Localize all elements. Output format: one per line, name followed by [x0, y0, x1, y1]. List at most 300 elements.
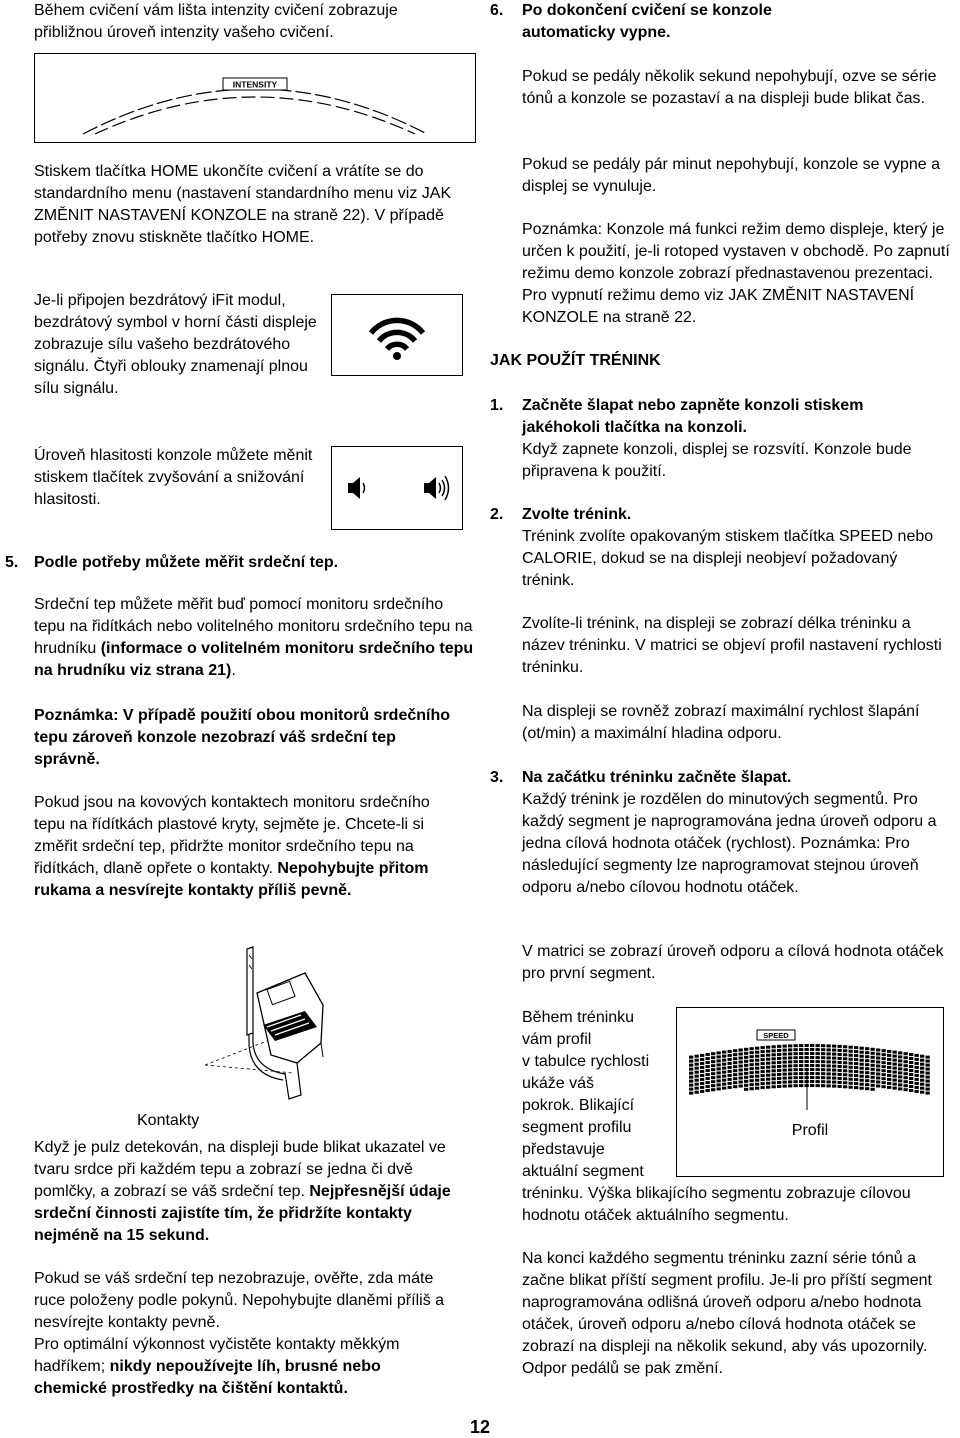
matrix-cell — [920, 1087, 924, 1090]
matrix-cell — [854, 1086, 858, 1089]
matrix-cell — [766, 1074, 770, 1077]
matrix-cell — [838, 1049, 842, 1052]
matrix-cell — [860, 1051, 864, 1054]
matrix-cell — [821, 1076, 825, 1079]
matrix-cell — [854, 1046, 858, 1049]
matrix-cell — [722, 1079, 726, 1082]
matrix-cell — [733, 1049, 737, 1052]
profile-label: Profil — [791, 1122, 829, 1139]
matrix-cell — [777, 1065, 781, 1068]
matrix-cell — [827, 1064, 831, 1067]
matrix-cell — [711, 1084, 715, 1087]
matrix-cell — [843, 1057, 847, 1060]
matrix-cell — [750, 1087, 754, 1090]
matrix-cell — [744, 1064, 748, 1067]
matrix-cell — [816, 1060, 820, 1063]
matrix-cell — [750, 1047, 754, 1050]
matrix-cell — [832, 1077, 836, 1080]
matrix-cell — [860, 1063, 864, 1066]
matrix-cell — [860, 1059, 864, 1062]
matrix-cell — [711, 1068, 715, 1071]
matrix-cell — [706, 1057, 710, 1060]
matrix-cell — [706, 1077, 710, 1080]
matrix-cell — [821, 1084, 825, 1087]
matrix-cell — [882, 1053, 886, 1056]
matrix-cell — [700, 1074, 704, 1077]
matrix-cell — [865, 1071, 869, 1074]
matrix-cell — [887, 1086, 891, 1089]
matrix-cell — [695, 1071, 699, 1074]
matrix-cell — [733, 1085, 737, 1088]
matrix-cell — [700, 1054, 704, 1057]
matrix-cell — [838, 1045, 842, 1048]
matrix-cell — [717, 1055, 721, 1058]
matrix-cell — [882, 1081, 886, 1084]
matrix-cell — [706, 1061, 710, 1064]
matrix-cell — [827, 1076, 831, 1079]
matrix-cell — [717, 1071, 721, 1074]
matrix-cell — [887, 1082, 891, 1085]
matrix-cell — [706, 1053, 710, 1056]
matrix-cell — [854, 1070, 858, 1073]
matrix-cell — [772, 1077, 776, 1080]
matrix-cell — [810, 1068, 814, 1071]
matrix-cell — [717, 1063, 721, 1066]
home-paragraph: Stiskem tlačítka HOME ukončíte cvičení a vrátíte se do standardního menu (nastavení standardního menu viz JAK ZMĚNIT NASTAVENÍ KONZOLE na straně 22). V případě potřeby znovu stiskněte tlačítko HOME. — [34, 163, 452, 246]
matrix-cell — [843, 1045, 847, 1048]
matrix-cell — [915, 1074, 919, 1077]
matrix-cell — [761, 1082, 765, 1085]
matrix-cell — [750, 1079, 754, 1082]
matrix-cell — [909, 1073, 913, 1076]
matrix-cell — [755, 1055, 759, 1058]
matrix-cell — [816, 1068, 820, 1071]
matrix-cell — [926, 1064, 930, 1067]
step-3-paragraph-4: Na konci každého segmentu tréninku zazní série tónů a začne blikat příští segment profilu. Je-li pro příští segment naprogramována odlišná úroveň odporu a/nebo hodnota otáček, úroveň odporu a/nebo cílová hodnota otáček se zobrazí na displeji na několik sekund, aby vás upozornily. Odpor pedálů se pak změní. — [522, 1250, 932, 1377]
matrix-cell — [744, 1052, 748, 1055]
matrix-cell — [876, 1073, 880, 1076]
matrix-cell — [761, 1074, 765, 1077]
matrix-cell — [717, 1051, 721, 1054]
matrix-cell — [882, 1057, 886, 1060]
matrix-cell — [871, 1076, 875, 1079]
matrix-cell — [854, 1058, 858, 1061]
matrix-cell — [893, 1055, 897, 1058]
matrix-cell — [783, 1085, 787, 1088]
matrix-cell — [832, 1065, 836, 1068]
matrix-cell — [810, 1076, 814, 1079]
matrix-cell — [854, 1054, 858, 1057]
matrix-cell — [904, 1068, 908, 1071]
matrix-cell — [733, 1053, 737, 1056]
matrix-cell — [695, 1091, 699, 1094]
matrix-cell — [728, 1066, 732, 1069]
matrix-cell — [750, 1083, 754, 1086]
matrix-cell — [717, 1079, 721, 1082]
matrix-cell — [766, 1086, 770, 1089]
matrix-cell — [893, 1051, 897, 1054]
step-6-title: Po dokončení cvičení se konzole automaticky vypne. — [522, 2, 772, 41]
matrix-cell — [794, 1064, 798, 1067]
matrix-cell — [788, 1060, 792, 1063]
matrix-cell — [788, 1056, 792, 1059]
step-6-number: 6. — [490, 2, 504, 19]
matrix-cell — [882, 1049, 886, 1052]
matrix-cell — [772, 1069, 776, 1072]
matrix-cell — [700, 1066, 704, 1069]
matrix-cell — [711, 1064, 715, 1067]
matrix-cell — [876, 1085, 880, 1088]
matrix-cell — [772, 1081, 776, 1084]
matrix-cell — [920, 1071, 924, 1074]
matrix-cell — [898, 1087, 902, 1090]
matrix-cell — [843, 1077, 847, 1080]
matrix-cell — [832, 1069, 836, 1072]
matrix-cell — [926, 1076, 930, 1079]
matrix-cell — [733, 1061, 737, 1064]
matrix-cell — [816, 1080, 820, 1083]
matrix-cell — [711, 1060, 715, 1063]
matrix-cell — [865, 1079, 869, 1082]
matrix-cell — [827, 1048, 831, 1051]
matrix-cell — [783, 1069, 787, 1072]
matrix-cell — [805, 1052, 809, 1055]
speed-label: SPEED — [763, 1031, 789, 1040]
matrix-cell — [711, 1052, 715, 1055]
matrix-cell — [695, 1087, 699, 1090]
matrix-cell — [904, 1060, 908, 1063]
matrix-cell — [860, 1067, 864, 1070]
matrix-cell — [816, 1044, 820, 1047]
matrix-cell — [849, 1058, 853, 1061]
matrix-cell — [711, 1080, 715, 1083]
matrix-cell — [788, 1044, 792, 1047]
matrix-cell — [854, 1066, 858, 1069]
matrix-cell — [805, 1060, 809, 1063]
matrix-cell — [711, 1088, 715, 1091]
matrix-cell — [761, 1070, 765, 1073]
matrix-cell — [799, 1084, 803, 1087]
matrix-cell — [827, 1056, 831, 1059]
matrix-cell — [717, 1067, 721, 1070]
matrix-cell — [799, 1068, 803, 1071]
matrix-cell — [810, 1044, 814, 1047]
matrix-cell — [854, 1062, 858, 1065]
matrix-cell — [733, 1077, 737, 1080]
matrix-cell — [915, 1086, 919, 1089]
matrix-cell — [838, 1069, 842, 1072]
matrix-cell — [915, 1062, 919, 1065]
wireless-paragraph: Je-li připojen bezdrátový iFit modul, bezdrátový symbol v horní části displeje zobrazuje sílu vašeho bezdrátového signálu. Čtyři oblouky znamenají plnou sílu signálu. — [34, 292, 317, 397]
matrix-cell — [882, 1069, 886, 1072]
matrix-cell — [893, 1067, 897, 1070]
matrix-cell — [876, 1061, 880, 1064]
matrix-cell — [860, 1047, 864, 1050]
matrix-cell — [706, 1065, 710, 1068]
matrix-cell — [865, 1059, 869, 1062]
matrix-cell — [898, 1059, 902, 1062]
matrix-cell — [799, 1076, 803, 1079]
matrix-cell — [876, 1053, 880, 1056]
step-2-body: Trénink zvolíte opakovaným stiskem tlačítka SPEED nebo CALORIE, dokud se na displeji neobjeví požadovaný trénink. — [522, 528, 934, 589]
matrix-cell — [739, 1049, 743, 1052]
matrix-cell — [860, 1083, 864, 1086]
matrix-cell — [827, 1044, 831, 1047]
matrix-cell — [920, 1055, 924, 1058]
matrix-cell — [777, 1073, 781, 1076]
matrix-cell — [843, 1081, 847, 1084]
matrix-cell — [821, 1044, 825, 1047]
matrix-cell — [739, 1065, 743, 1068]
matrix-cell — [739, 1057, 743, 1060]
matrix-cell — [739, 1053, 743, 1056]
matrix-cell — [860, 1087, 864, 1090]
matrix-cell — [882, 1085, 886, 1088]
matrix-cell — [761, 1066, 765, 1069]
matrix-cell — [695, 1055, 699, 1058]
matrix-cell — [799, 1052, 803, 1055]
step-3-number: 3. — [490, 769, 504, 786]
matrix-cell — [843, 1065, 847, 1068]
matrix-cell — [755, 1075, 759, 1078]
matrix-cell — [893, 1079, 897, 1082]
matrix-cell — [860, 1079, 864, 1082]
matrix-cell — [761, 1086, 765, 1089]
matrix-cell — [887, 1074, 891, 1077]
matrix-cell — [689, 1064, 693, 1067]
matrix-cell — [849, 1086, 853, 1089]
matrix-cell — [783, 1049, 787, 1052]
step-3-paragraph-3-wrapped: Během tréninku vám profil v tabulce rychlosti ukáže váš pokrok. Blikající segment profilu představuje aktuální segment — [522, 1009, 650, 1180]
matrix-cell — [739, 1085, 743, 1088]
step-1-title: Začněte šlapat nebo zapněte konzoli stiskem jakéhokoli tlačítka na konzoli. — [522, 397, 864, 436]
matrix-cell — [904, 1088, 908, 1091]
matrix-cell — [821, 1080, 825, 1083]
matrix-cell — [871, 1068, 875, 1071]
matrix-cell — [772, 1049, 776, 1052]
demo-mode-note: Poznámka: Konzole má funkci režim demo displeje, který je určen k použití, je-li rotoped vystaven v obchodě. Po zapnutí režimu demo konzole zobrazí přednastavenou prezentaci. Pro vypnutí režimu demo viz JAK ZMĚNIT NASTAVENÍ KONZOLE na straně 22. — [522, 221, 950, 326]
matrix-cell — [689, 1068, 693, 1071]
matrix-cell — [915, 1082, 919, 1085]
step-1-body: Když zapnete konzoli, displej se rozsvítí. Konzole bude připravena k použití. — [522, 441, 912, 480]
matrix-cell — [821, 1052, 825, 1055]
matrix-cell — [876, 1081, 880, 1084]
matrix-cell — [755, 1063, 759, 1066]
matrix-cell — [722, 1067, 726, 1070]
matrix-cell — [920, 1079, 924, 1082]
matrix-cell — [711, 1056, 715, 1059]
matrix-cell — [898, 1075, 902, 1078]
section-heading: JAK POUŽÍT TRÉNINK — [490, 352, 661, 369]
matrix-cell — [695, 1075, 699, 1078]
wireless-symbol-box — [331, 294, 463, 376]
step-3-title: Na začátku tréninku začněte šlapat. — [522, 769, 792, 786]
matrix-cell — [843, 1049, 847, 1052]
matrix-cell — [794, 1068, 798, 1071]
matrix-cell — [909, 1069, 913, 1072]
matrix-cell — [854, 1074, 858, 1077]
matrix-cell — [717, 1059, 721, 1062]
matrix-cell — [898, 1051, 902, 1054]
matrix-cell — [755, 1087, 759, 1090]
matrix-cell — [915, 1054, 919, 1057]
matrix-cell — [783, 1081, 787, 1084]
matrix-cell — [766, 1054, 770, 1057]
matrix-cell — [821, 1048, 825, 1051]
matrix-cell — [750, 1055, 754, 1058]
matrix-cell — [722, 1075, 726, 1078]
step-3-paragraph-2: V matrici se zobrazí úroveň odporu a cílová hodnota otáček pro první segment. — [522, 943, 944, 982]
matrix-cell — [739, 1061, 743, 1064]
matrix-cell — [777, 1061, 781, 1064]
matrix-cell — [700, 1078, 704, 1081]
matrix-cell — [744, 1060, 748, 1063]
matrix-cell — [832, 1045, 836, 1048]
matrix-cell — [876, 1065, 880, 1068]
matrix-cell — [755, 1079, 759, 1082]
matrix-cell — [799, 1060, 803, 1063]
matrix-cell — [860, 1055, 864, 1058]
matrix-cell — [865, 1047, 869, 1050]
step-3-paragraph-3-tail: tréninku. Výška blikajícího segmentu zobrazuje cílovou hodnotu otáček aktuálního segmentu. — [522, 1185, 911, 1224]
matrix-cell — [706, 1073, 710, 1076]
matrix-cell — [761, 1046, 765, 1049]
matrix-cell — [750, 1051, 754, 1054]
matrix-cell — [920, 1091, 924, 1094]
matrix-cell — [887, 1070, 891, 1073]
matrix-cell — [739, 1073, 743, 1076]
matrix-cell — [799, 1072, 803, 1075]
matrix-cell — [876, 1057, 880, 1060]
wifi-icon — [332, 295, 462, 375]
matrix-cell — [733, 1065, 737, 1068]
contact-covers-paragraph: Pokud jsou na kovových kontaktech monitoru srdečního tepu na řídítkách plastové kryty, sejměte je. Chcete-li si změřit srdeční tep, přidržte monitor srdečního tepu na řidítkách, dlaně opřete o kontakty. Nepohybujte přitom rukama a nesvírejte kontakty příliš pevně. — [34, 794, 430, 899]
volume-up-icon — [424, 476, 449, 500]
matrix-cell — [887, 1050, 891, 1053]
matrix-cell — [904, 1084, 908, 1087]
matrix-cell — [865, 1063, 869, 1066]
matrix-cell — [893, 1087, 897, 1090]
matrix-cell — [722, 1083, 726, 1086]
matrix-cell — [750, 1059, 754, 1062]
matrix-cell — [882, 1061, 886, 1064]
matrix-cell — [843, 1085, 847, 1088]
matrix-cell — [926, 1068, 930, 1071]
matrix-cell — [728, 1070, 732, 1073]
matrix-cell — [832, 1049, 836, 1052]
matrix-cell — [772, 1057, 776, 1060]
matrix-cell — [783, 1077, 787, 1080]
matrix-cell — [772, 1053, 776, 1056]
matrix-cell — [871, 1084, 875, 1087]
matrix-cell — [766, 1078, 770, 1081]
matrix-cell — [805, 1048, 809, 1051]
intensity-label: INTENSITY — [232, 79, 278, 90]
matrix-cell — [695, 1067, 699, 1070]
matrix-cell — [788, 1052, 792, 1055]
matrix-cell — [838, 1057, 842, 1060]
intensity-arc — [35, 54, 475, 142]
matrix-cell — [860, 1071, 864, 1074]
matrix-cell — [854, 1082, 858, 1085]
matrix-cell — [706, 1081, 710, 1084]
matrix-cell — [920, 1063, 924, 1066]
matrix-cell — [926, 1092, 930, 1095]
matrix-cell — [843, 1073, 847, 1076]
matrix-cell — [810, 1064, 814, 1067]
matrix-cell — [783, 1057, 787, 1060]
matrix-cell — [777, 1081, 781, 1084]
matrix-cell — [832, 1053, 836, 1056]
matrix-cell — [920, 1083, 924, 1086]
matrix-cell — [750, 1075, 754, 1078]
matrix-cell — [733, 1081, 737, 1084]
matrix-cell — [849, 1046, 853, 1049]
matrix-cell — [783, 1045, 787, 1048]
matrix-cell — [733, 1069, 737, 1072]
contacts-label: Kontakty — [137, 1112, 200, 1129]
matrix-cell — [827, 1068, 831, 1071]
matrix-cell — [700, 1062, 704, 1065]
matrix-cell — [909, 1085, 913, 1088]
matrix-cell — [755, 1051, 759, 1054]
matrix-cell — [810, 1048, 814, 1051]
matrix-cell — [810, 1080, 814, 1083]
page-number: 12 — [469, 1417, 491, 1437]
matrix-cell — [695, 1063, 699, 1066]
matrix-cell — [915, 1070, 919, 1073]
matrix-cell — [717, 1075, 721, 1078]
matrix-cell — [783, 1073, 787, 1076]
matrix-cell — [909, 1065, 913, 1068]
matrix-cell — [821, 1060, 825, 1063]
matrix-cell — [761, 1050, 765, 1053]
matrix-cell — [832, 1061, 836, 1064]
matrix-cell — [777, 1085, 781, 1088]
matrix-cell — [860, 1075, 864, 1078]
matrix-cell — [761, 1062, 765, 1065]
matrix-cell — [717, 1083, 721, 1086]
matrix-cell — [838, 1061, 842, 1064]
matrix-cell — [711, 1072, 715, 1075]
matrix-cell — [920, 1067, 924, 1070]
matrix-cell — [689, 1060, 693, 1063]
matrix-cell — [750, 1063, 754, 1066]
matrix-cell — [744, 1076, 748, 1079]
matrix-cell — [728, 1054, 732, 1057]
matrix-cell — [805, 1044, 809, 1047]
matrix-cell — [744, 1072, 748, 1075]
matrix-cell — [755, 1071, 759, 1074]
matrix-cell — [871, 1060, 875, 1063]
matrix-cell — [832, 1073, 836, 1076]
matrix-cell — [882, 1073, 886, 1076]
matrix-cell — [865, 1067, 869, 1070]
matrix-cell — [711, 1076, 715, 1079]
matrix-cell — [766, 1046, 770, 1049]
matrix-cell — [893, 1063, 897, 1066]
matrix-cell — [766, 1066, 770, 1069]
matrix-cell — [871, 1080, 875, 1083]
matrix-cell — [689, 1084, 693, 1087]
matrix-cell — [766, 1062, 770, 1065]
matrix-cell — [706, 1089, 710, 1092]
matrix-cell — [838, 1073, 842, 1076]
matrix-cell — [739, 1077, 743, 1080]
matrix-cell — [876, 1077, 880, 1080]
matrix-cell — [909, 1057, 913, 1060]
matrix-cell — [909, 1053, 913, 1056]
